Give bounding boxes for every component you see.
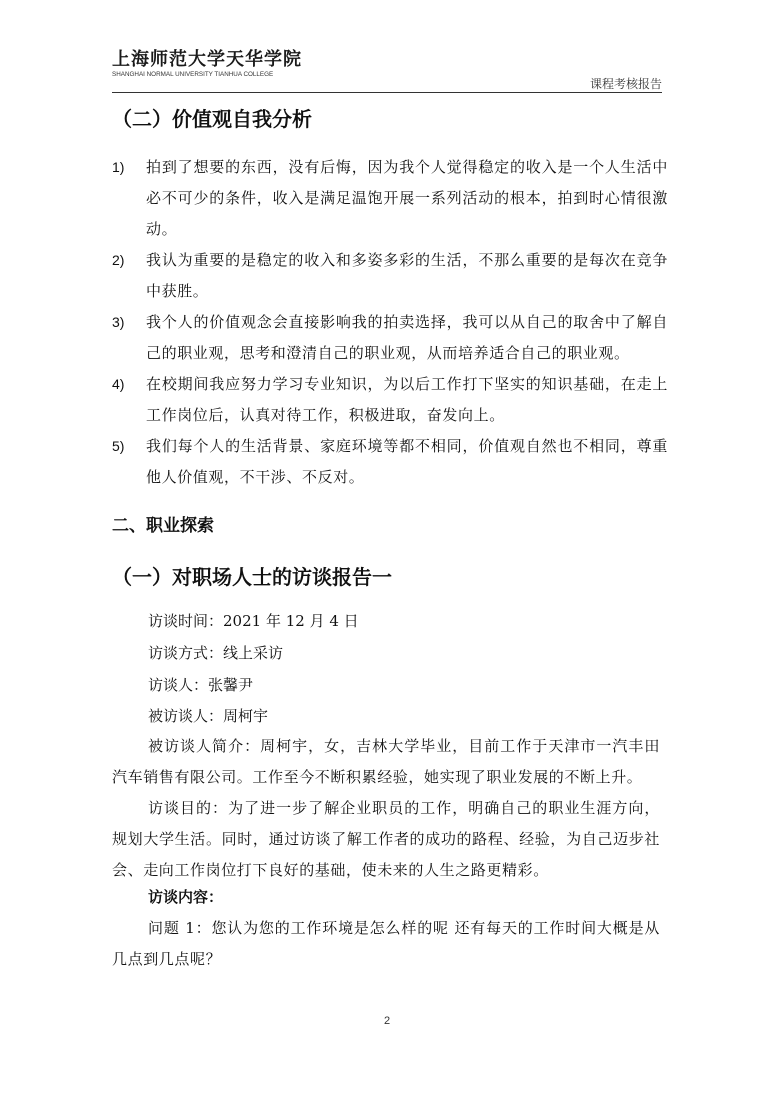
list-item bbox=[112, 431, 668, 493]
interview-section-title: （一）对职场人士的访谈报告一 bbox=[112, 565, 392, 589]
list-item-text: 我们每个人的生活背景、家庭环境等都不相同，价值观自然也不相同，尊重他人价值观，不干涉、不反对。 bbox=[146, 437, 668, 486]
interview-method: 访谈方式：线上采访 bbox=[148, 644, 284, 662]
list-item-text: 我认为重要的是稳定的收入和多姿多彩的生活，不那么重要的是每次在竞争中获胜。 bbox=[146, 251, 668, 300]
header-divider bbox=[112, 92, 662, 93]
list-item bbox=[112, 307, 668, 369]
list-item-number: 4) bbox=[112, 376, 125, 392]
list-item bbox=[112, 245, 668, 307]
values-analysis-list bbox=[112, 152, 668, 493]
list-item-text: 在校期间我应努力学习专业知识，为以后工作打下坚实的知识基础，在走上工作岗位后，认真对待工作，积极进取，奋发向上。 bbox=[146, 375, 668, 424]
interviewee: 被访谈人：周柯宇 bbox=[148, 707, 269, 725]
career-section-title: 二、职业探索 bbox=[112, 516, 214, 536]
list-item-number: 3) bbox=[112, 314, 125, 330]
interviewer: 访谈人：张馨尹 bbox=[148, 676, 254, 694]
list-item-text: 我个人的价值观念会直接影响我的拍卖选择，我可以从自己的取舍中了解自己的职业观，思考和澄清自己的职业观，从而培养适合自己的职业观。 bbox=[146, 313, 668, 362]
list-item-number: 2) bbox=[112, 252, 125, 268]
logo-english-name: SHANGHAI NORMAL UNIVERSITY TIANHUA COLLEGE bbox=[112, 71, 274, 78]
interviewee-bio: 被访谈人简介：周柯宇，女，吉林大学毕业，目前工作于天津市一汽丰田汽车销售有限公司。工作至今不断积累经验，她实现了职业发展的不断上升。 bbox=[112, 737, 660, 786]
college-logo bbox=[112, 49, 302, 79]
list-item bbox=[112, 369, 668, 431]
list-item bbox=[112, 152, 668, 245]
list-item-number: 5) bbox=[112, 438, 125, 454]
interview-question-1: 问题 1：您认为您的工作环境是怎么样的呢 还有每天的工作时间大概是从几点到几点呢？ bbox=[112, 919, 660, 968]
interview-time: 访谈时间：2021 年 12 月 4 日 bbox=[148, 612, 359, 630]
list-item-text: 拍到了想要的东西，没有后悔，因为我个人觉得稳定的收入是一个人生活中必不可少的条件，收入是满足温饱开展一系列活动的根本，拍到时心情很激动。 bbox=[146, 158, 668, 238]
logo-chinese-name: 上海师范大学天华学院 bbox=[112, 49, 302, 70]
interview-content-label: 访谈内容： bbox=[148, 888, 224, 906]
header-report-label: 课程考核报告 bbox=[589, 77, 662, 91]
list-item-number: 1) bbox=[112, 159, 125, 175]
values-section-title: （二）价值观自我分析 bbox=[112, 107, 312, 131]
page-number: 2 bbox=[383, 1015, 391, 1027]
interview-purpose: 访谈目的：为了进一步了解企业职员的工作，明确自己的职业生涯方向，规划大学生活。同时，通过访谈了解工作者的成功的路程、经验，为自己迈步社会、走向工作岗位打下良好的基础，使未来的人生之路更精彩。 bbox=[112, 799, 660, 879]
